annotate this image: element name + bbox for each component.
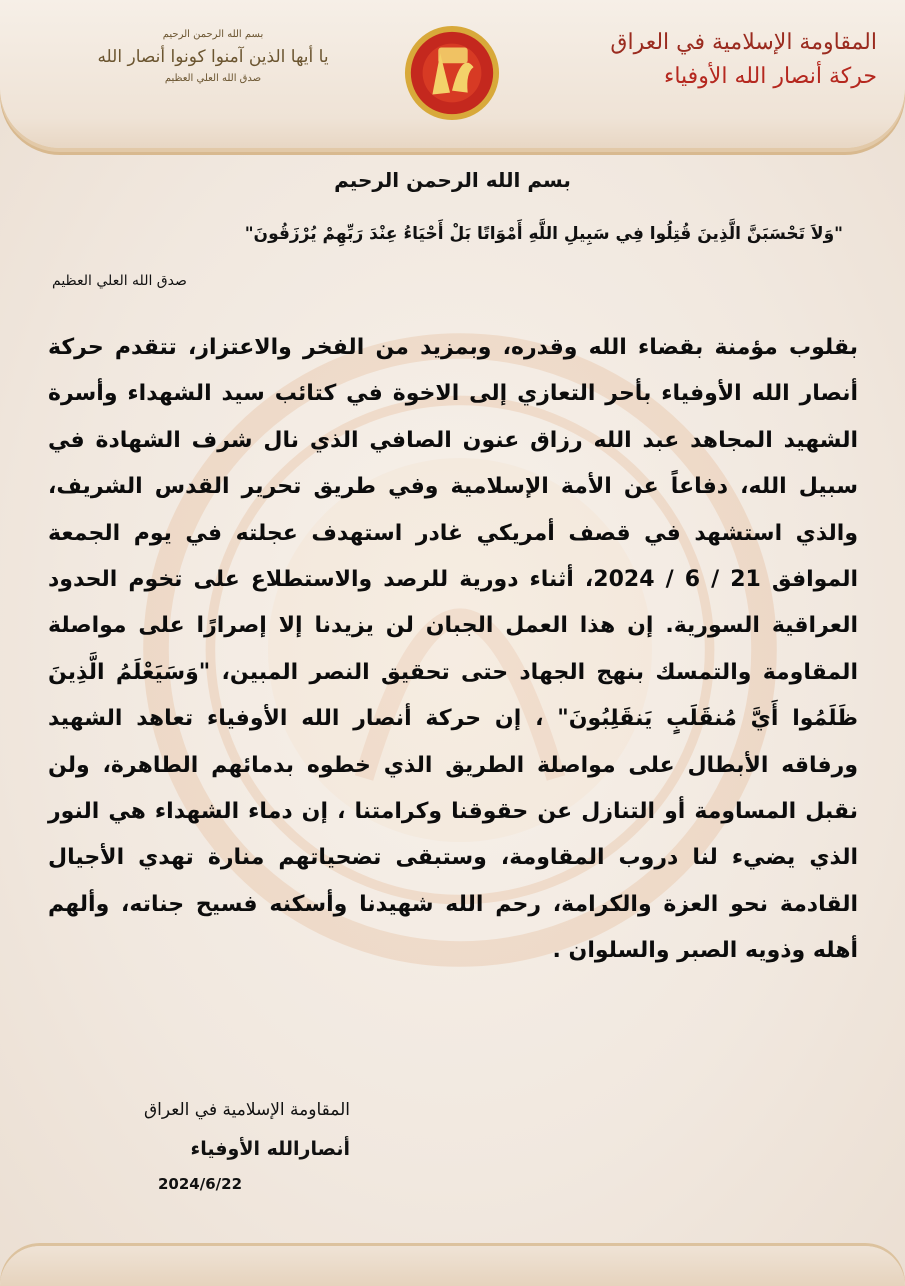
basmala-heading: بسم الله الرحمن الرحيم: [334, 168, 571, 192]
signature-date: 2024/6/22: [158, 1175, 243, 1193]
statement-body: بقلوب مؤمنة بقضاء الله وقدره، وبمزيد من الفخر والاعتزاز، تتقدم حركة أنصار الله الأوفياء بأحر التعازي إلى الاخوة في كتائب سيد الشهداء وأسرة الشهيد المجاهد عبد الله رزاق عنون الصافي الذي نال شرف الشهادة في سبيل الله، دفاعاً عن الأمة الإسلامية وفي طريق تحرير القدس الشريف، والذي استشهد في قصف أمريكي غادر استهدف عجلته في يوم الجمعة الموافق 21 / 6 / 2024، أثناء دورية للرصد والاستطلاع على تخوم الحدود العراقية السورية. إن هذا العمل الجبان لن يزيدنا إلا إصرارًا على مواصلة المقاومة والتمسك بنهج الجهاد حتى تحقيق النصر المبين، "وَسَيَعْلَمُ الَّذِينَ ظَلَمُوا أَيَّ مُنقَلَبٍ يَنقَلِبُونَ" ، إن حركة أنصار الله الأوفياء تعاهد الشهيد ورفاقه الأبطال على مواصلة الطريق الذي خطوه بدمائهم الطاهرة، ولن نقبل المساومة أو التنازل عن حقوقنا وكرامتنا ، إن دماء الشهداء هي النور الذي يضيء لنا دروب المقاومة، وستبقى تضحياتهم منارة تهدي الأجيال القادمة نحو العزة والكرامة، رحم الله شهيدنا وأسكنه فسيح جناته، وألهم أهله وذويه الصبر والسلوان .: [48, 335, 859, 964]
header-right-line1: المقاومة الإسلامية في العراق: [610, 30, 877, 55]
signature-line2: أنصارالله الأوفياء: [190, 1138, 350, 1160]
header-left-top: بسم الله الرحمن الرحيم: [162, 29, 264, 40]
verse-closing: صدق الله العلي العظيم: [52, 273, 187, 289]
emblem-logo-icon: [403, 24, 501, 122]
header-band: [0, 0, 905, 148]
header-org-name: [577, 26, 877, 94]
signature-line1: المقاومة الإسلامية في العراق: [143, 1100, 350, 1120]
header-left-verse: يا أيها الذين آمنوا كونوا أنصار الله: [97, 47, 329, 67]
header-right-line2: حركة أنصار الله الأوفياء: [663, 64, 877, 89]
header-slogan: [78, 28, 348, 86]
header-left-bottom: صدق الله العلي العظيم: [164, 73, 262, 84]
footer-band: [0, 1246, 905, 1286]
quran-verse: "وَلاَ تَحْسَبَنَّ الَّذِينَ قُتِلُوا فِي سَبِيلِ اللَّهِ أَمْوَاتًا بَلْ أَحْيَاءُ عِنْدَ رَبِّهِمْ يُرْزَقُونَ": [244, 224, 843, 244]
